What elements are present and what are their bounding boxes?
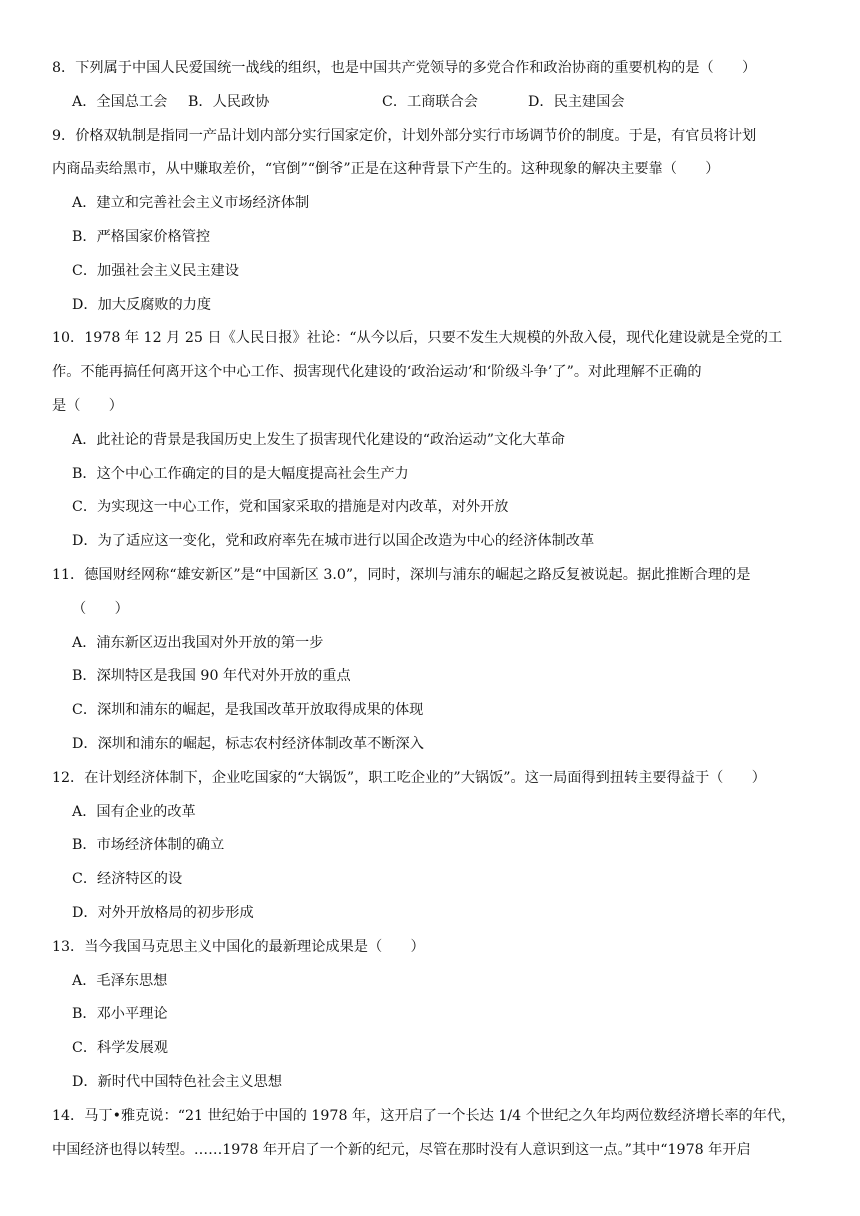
option-c[interactable]: C．工商联合会 — [382, 93, 478, 110]
option-b[interactable]: B．邓小平理论 — [72, 1006, 168, 1023]
question-14 — [52, 1100, 820, 1168]
option-d[interactable]: D．深圳和浦东的崛起，标志农村经济体制改革不断深入 — [72, 735, 424, 752]
question-10 — [52, 322, 820, 559]
question-stem: 8．下列属于中国人民爱国统一战线的组织，也是中国共产党领导的多党合作和政治协商的重要机构的是（ ） — [52, 60, 757, 76]
option-row — [52, 86, 820, 120]
option-d[interactable]: D．为了适应这一变化，党和政府率先在城市进行以国企改造为中心的经济体制改革 — [72, 533, 595, 550]
option-b[interactable]: B．深圳特区是我国 90 年代对外开放的重点 — [72, 668, 351, 685]
option-a[interactable]: A．毛泽东思想 — [72, 972, 168, 989]
option-c[interactable]: C．经济特区的设 — [72, 871, 183, 888]
question-12 — [52, 762, 820, 931]
question-stem: 10．1978 年 12 月 25 日《人民日报》社论：“从今以后，只要不发生大规模的外敌入侵，现代化建设就是全党的工 — [52, 330, 783, 347]
option-a[interactable]: A．全国总工会 — [72, 93, 168, 110]
question-stem: 中国经济也得以转型。……1978 年开启了一个新的纪元，尽管在那时没有人意识到这一点。”其中“1978 年开启 — [52, 1141, 751, 1158]
option-b[interactable]: B．人民政协 — [188, 93, 270, 110]
option-d[interactable]: D．对外开放格局的初步形成 — [72, 904, 254, 921]
question-stem: （ ） — [72, 600, 129, 617]
question-stem: 是（ ） — [52, 397, 123, 414]
question-stem: 13．当今我国马克思主义中国化的最新理论成果是（ ） — [52, 938, 425, 955]
question-stem: 作。不能再搞任何离开这个中心工作、损害现代化建设的‘政治运动’和‘阶级斗争’了”。对此理解不正确的 — [52, 364, 702, 381]
option-d[interactable]: D．加大反腐败的力度 — [72, 296, 212, 313]
option-a[interactable]: A．建立和完善社会主义市场经济体制 — [72, 195, 310, 212]
question-stem: 9．价格双轨制是指同一产品计划内部分实行国家定价，计划外部分实行市场调节价的制度。于是，有官员将计划 — [52, 127, 757, 144]
option-d[interactable]: D．民主建国会 — [528, 93, 625, 110]
question-stem: 12．在计划经济体制下，企业吃国家的“大锅饭”，职工吃企业的”大锅饭”。这一局面得到扭转主要得益于（ ） — [52, 769, 766, 786]
option-b[interactable]: B．市场经济体制的确立 — [72, 837, 225, 854]
question-stem: 11．德国财经网称“雄安新区”是“中国新区 3.0”，同时，深圳与浦东的崛起之路反复被说起。据此推断合理的是 — [52, 566, 751, 583]
question-13 — [52, 931, 820, 1100]
question-8 — [52, 52, 820, 120]
option-a[interactable]: A．此社论的背景是我国历史上发生了损害现代化建设的“政治运动”文化大革命 — [72, 431, 565, 448]
option-c[interactable]: C．深圳和浦东的崛起，是我国改革开放取得成果的体现 — [72, 702, 424, 719]
question-stem: 14．马丁•雅克说：“21 世纪始于中国的 1978 年，这开启了一个长达 1/4 个世纪之久年均两位数经济增长率的年代， — [52, 1107, 796, 1124]
question-stem: 内商品卖给黑市，从中赚取差价，“官倒”“倒爷”正是在这种背景下产生的。这种现象的解决主要靠（ ） — [52, 161, 720, 178]
option-c[interactable]: C．加强社会主义民主建设 — [72, 262, 239, 279]
option-d[interactable]: D．新时代中国特色社会主义思想 — [72, 1073, 283, 1090]
question-11 — [52, 559, 820, 762]
option-c[interactable]: C．科学发展观 — [72, 1040, 168, 1057]
option-c[interactable]: C．为实现这一中心工作，党和国家采取的措施是对内改革，对外开放 — [72, 499, 509, 516]
option-b[interactable]: B．严格国家价格管控 — [72, 228, 211, 245]
option-b[interactable]: B．这个中心工作确定的目的是大幅度提高社会生产力 — [72, 465, 409, 482]
option-a[interactable]: A．国有企业的改革 — [72, 803, 196, 820]
option-a[interactable]: A．浦东新区迈出我国对外开放的第一步 — [72, 634, 324, 651]
question-9 — [52, 120, 820, 323]
